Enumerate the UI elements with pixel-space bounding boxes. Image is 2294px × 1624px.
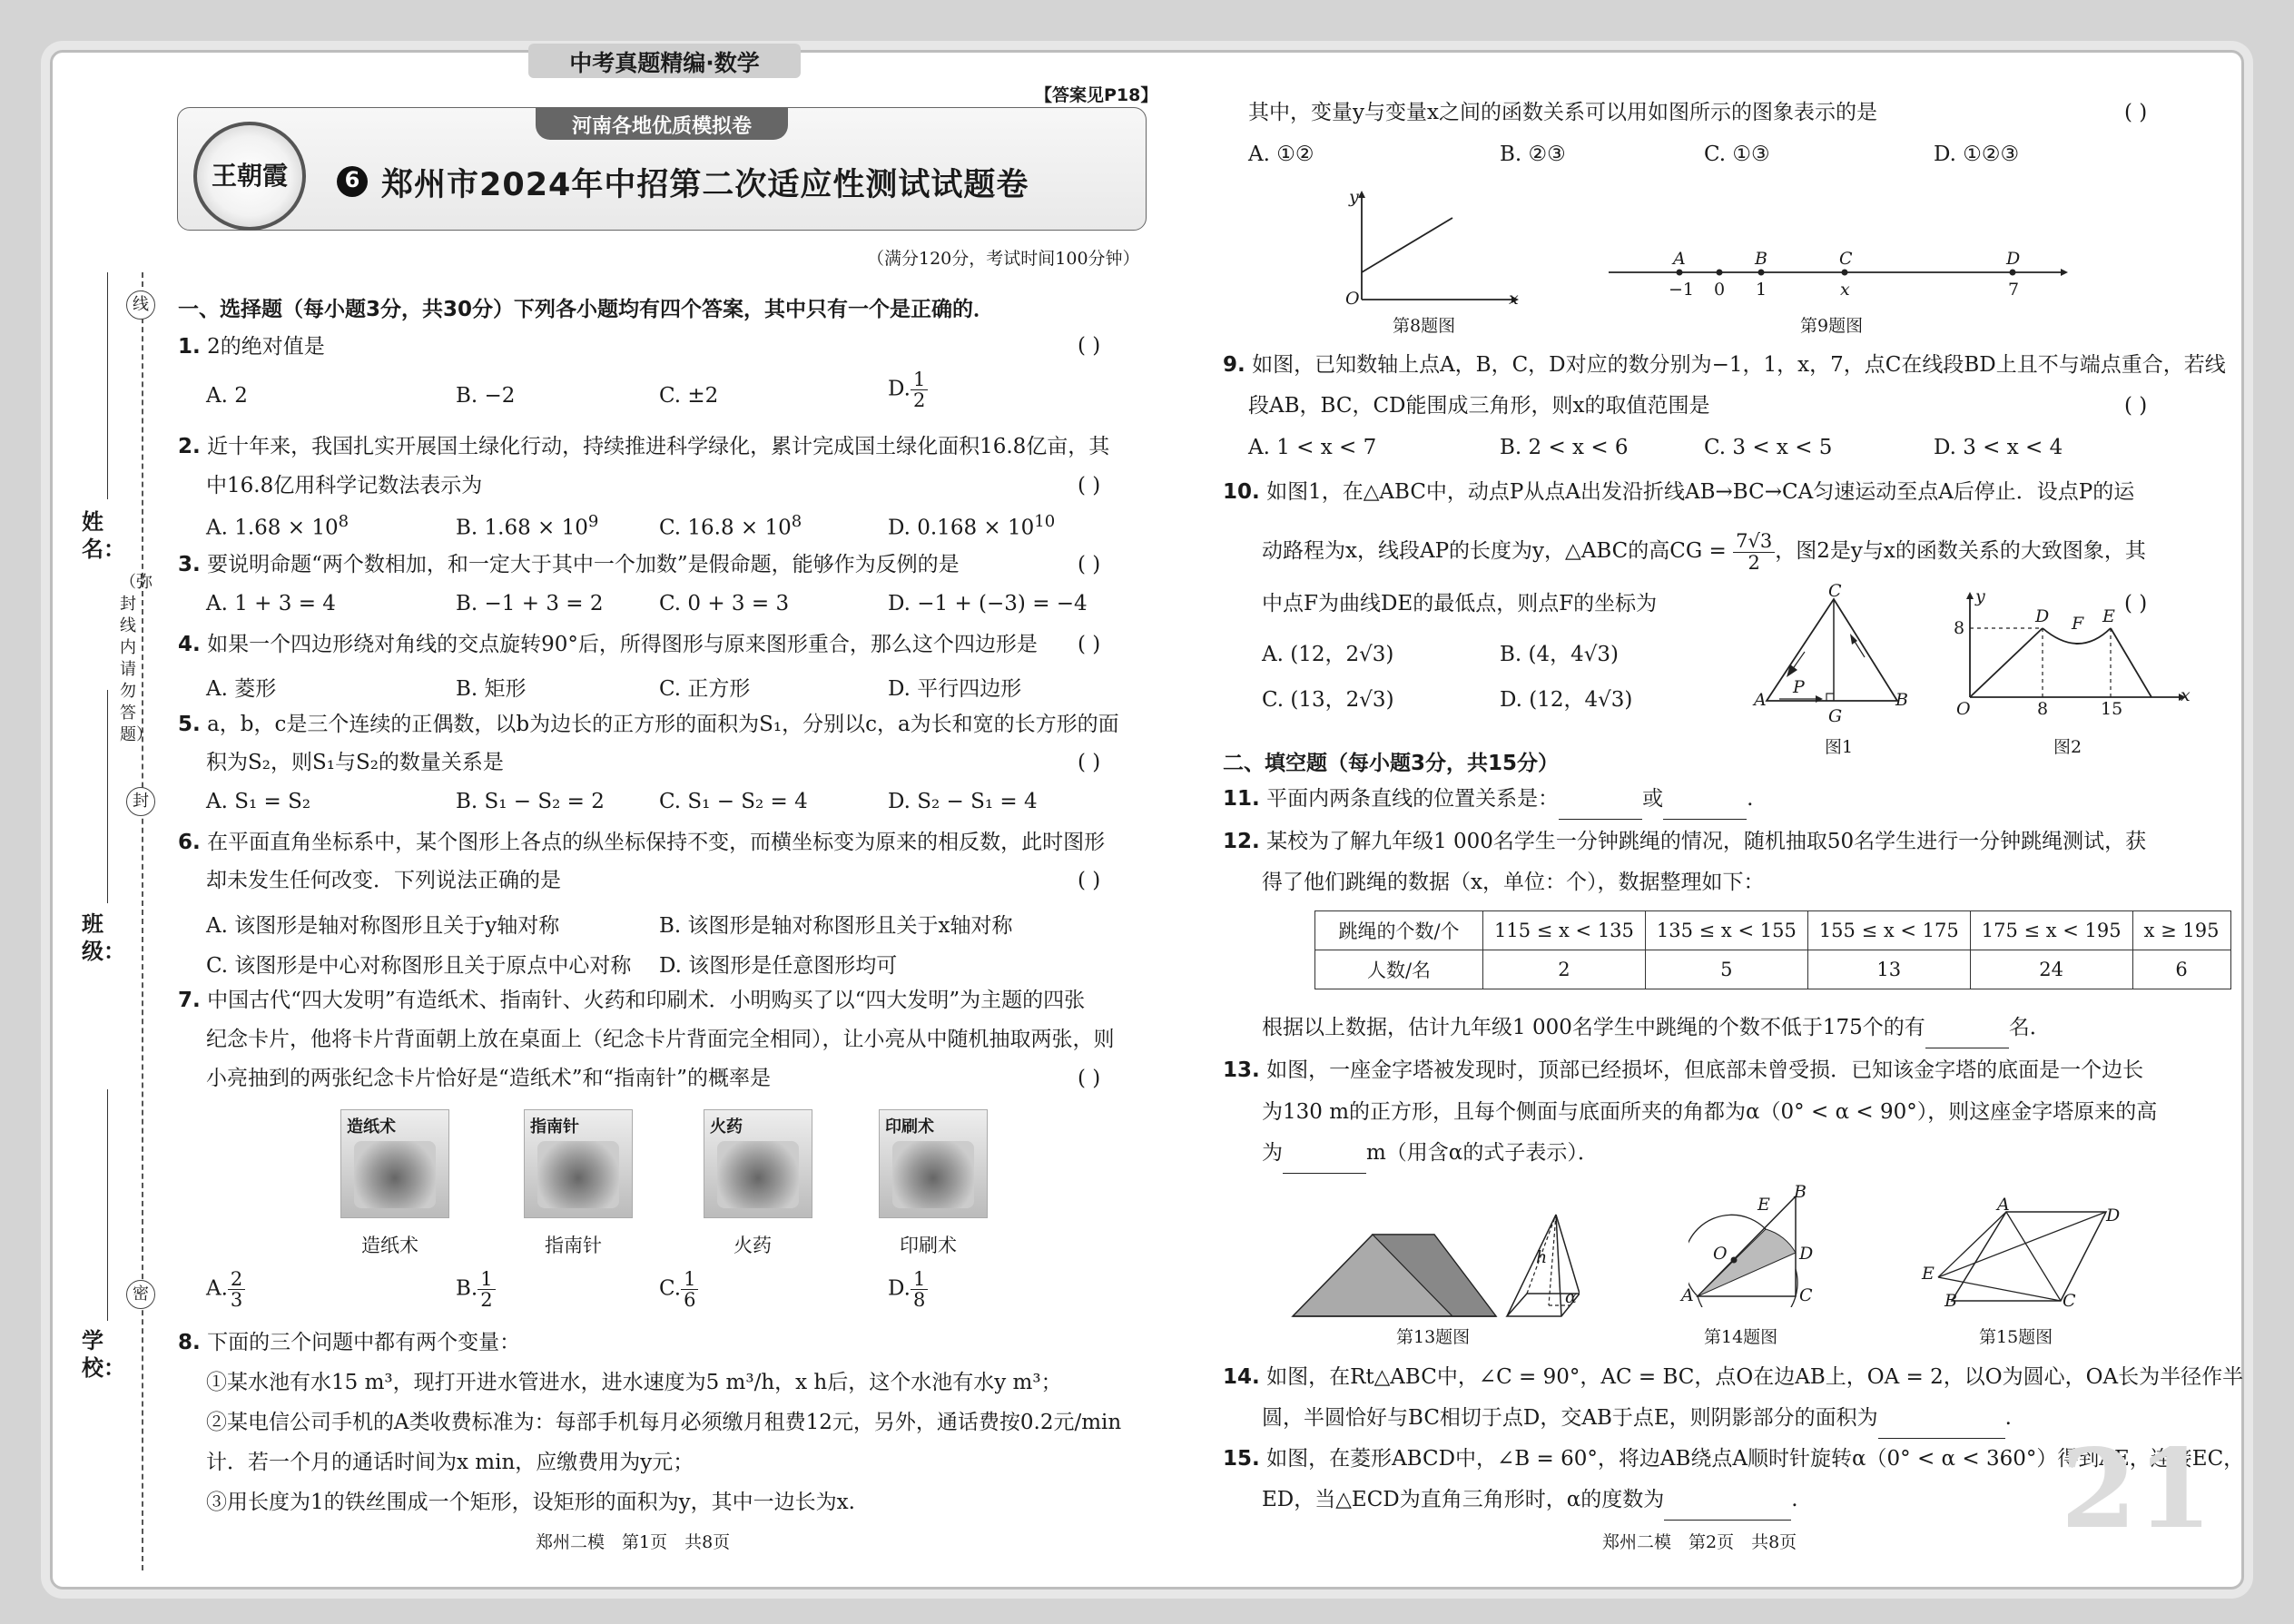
fig10-2-origin: O [1956, 699, 1971, 719]
fig9-tick-x: x [1840, 280, 1850, 300]
section1-title: 一、选择题（每小题3分，共30分）下列各小题均有四个答案，其中只有一个是正确的． [178, 298, 995, 321]
class-label: 班级： [82, 911, 125, 964]
paper-title: 郑州市2024年中招第二次适应性测试试题卷 [381, 167, 1029, 203]
fig10-2-tick-8x: 8 [2037, 699, 2049, 719]
q4-option-b[interactable]: B. 矩形 [456, 677, 527, 701]
q7-line2: 纪念卡片，他将卡片背面朝上放在桌面上（纪念卡片背面完全相同），让小亮从中随机抽取两张，则 [206, 1028, 1115, 1051]
q13-line2: 为130 m的正方形，且每个侧面与底面所夹的角都为α（0° < α < 90°），则这座金字塔原来的高 [1262, 1100, 2158, 1124]
table-cell: 24 [1970, 950, 2132, 989]
q5-option-c[interactable]: C. S₁ − S₂ = 4 [659, 790, 808, 813]
q2-option-a[interactable]: A. $1.68 \times 10^8$ [206, 512, 350, 540]
paper-number: 6 [344, 167, 360, 192]
footer-left: 郑州二模 第1页 共8页 [536, 1532, 731, 1552]
q8-option-d[interactable]: D. ①②③ [1934, 143, 2020, 166]
q6-text1: 在平面直角坐标系中，某个图形上各点的纵坐标保持不变，而横坐标变为原来的相反数，此时图形 [207, 831, 1106, 854]
card-papermaking-title: 造纸术 [347, 1117, 396, 1137]
q1-option-d[interactable] [888, 369, 928, 410]
q8-option-c[interactable]: C. ①③ [1704, 143, 1770, 166]
q11-blank-2[interactable] [1663, 779, 1747, 820]
gunpowder-image [717, 1141, 799, 1208]
q7-line1 [178, 980, 1085, 1020]
table-header-row [1315, 911, 2231, 950]
q15-number: 15. [1223, 1447, 1260, 1471]
fig9-caption: 第9题图 [1800, 316, 1864, 336]
score-time: （满分120分，考试时间100分钟） [867, 249, 1140, 269]
q8-text: 下面的三个问题中都有两个变量： [207, 1331, 521, 1354]
q14-line2: 圆，半圆恰好与BC相切于点D，交AB于点E，则阴影部分的面积为 . [1262, 1398, 2012, 1439]
fig13-label-h: h [1536, 1247, 1548, 1267]
fig10-caption-2: 图2 [2053, 737, 2082, 757]
q8-statement-2b: 计．若一个月的通话时间为x min，应缴费用为y元； [206, 1451, 694, 1474]
fig10-caption-1: 图1 [1825, 737, 1854, 757]
q6-option-b[interactable]: B. 该图形是轴对称图形且关于x轴对称 [659, 914, 1013, 938]
fig13-label-alpha: α [1565, 1287, 1577, 1307]
card-printing-title: 印刷术 [885, 1117, 934, 1137]
table-cell: 175 ≤ x < 195 [1970, 911, 2132, 950]
q7-answer-paren[interactable]: ( ) [1078, 1067, 1101, 1090]
name-label: 姓名： [82, 509, 125, 562]
q11-blank-1[interactable] [1559, 779, 1642, 820]
q6-option-d[interactable]: D. 该图形是任意图形均可 [659, 954, 898, 978]
q9-option-b[interactable]: B. 2 < x < 6 [1500, 436, 1629, 459]
q3-option-a[interactable]: A. 1 + 3 = 4 [206, 592, 336, 615]
table-cell: 5 [1645, 950, 1807, 989]
q10-option-c[interactable]: C. (13，2√3) [1262, 688, 1394, 712]
fig10-label-g: G [1828, 706, 1843, 726]
fig14-label-o: O [1713, 1244, 1728, 1264]
q12-line1: 12. 某校为了解九年级1 000名学生一分钟跳绳的情况，随机抽取50名学生进行一分钟跳绳测试，获 [1223, 830, 2147, 853]
q12-blank[interactable] [1925, 1008, 2009, 1048]
fig14-label-e: E [1757, 1195, 1770, 1215]
table-cell: 2 [1483, 950, 1646, 989]
q11-stem: 11. 平面内两条直线的位置关系是： 或 . [1223, 779, 1753, 820]
fig13-caption: 第13题图 [1396, 1327, 1471, 1347]
q8-stem [178, 1323, 520, 1363]
table-cell: 跳绳的个数/个 [1315, 911, 1483, 950]
q1-number: 1. [178, 335, 201, 359]
card-caption-4: 印刷术 [900, 1235, 957, 1256]
q15-line1: 15. 如图，在菱形ABCD中，∠B = 60°，将边AB绕点A顺时针旋转α（0° < α < 360°）得到AE，连接EC， [1223, 1447, 2245, 1471]
fig8-origin: O [1345, 289, 1360, 309]
fig15-label-a: A [1997, 1195, 2010, 1215]
q8-continuation: 其中，变量y与变量x之间的函数关系可以用如图所示的图象表示的是 [1248, 101, 1877, 124]
q11-number: 11. [1223, 787, 1260, 811]
q9-option-a[interactable]: A. 1 < x < 7 [1248, 436, 1377, 459]
q10-number: 10. [1223, 480, 1260, 504]
card-caption-3: 火药 [733, 1235, 772, 1256]
q10-option-b[interactable]: B. (4，4√3) [1500, 643, 1620, 666]
fig9-label-b: B [1755, 249, 1767, 269]
q1-option-b[interactable]: B. −2 [456, 384, 516, 408]
q5-option-b[interactable]: B. S₁ − S₂ = 2 [456, 790, 605, 813]
answer-ref: 【答案见P18】 [1035, 85, 1158, 105]
school-label: 学校： [82, 1328, 125, 1381]
fig10-label-a: A [1754, 690, 1767, 710]
table-cell: 115 ≤ x < 135 [1483, 911, 1646, 950]
q4-text: 如果一个四边形绕对角线的交点旋转90°后，所得图形与原来图形重合，那么这个四边形是 [207, 633, 1038, 656]
q3-text: 要说明命题“两个数相加，和一定大于其中一个加数”是假命题，能够作为反例的是 [207, 553, 960, 576]
fig10-2-axis-y: y [1975, 586, 1985, 606]
fig9-tick-0: 0 [1714, 280, 1726, 300]
q6-line2: 却未发生任何改变．下列说法正确的是 [206, 869, 561, 892]
school-field-line[interactable] [107, 1089, 108, 1321]
q5-number: 5. [178, 713, 201, 736]
q10-line1 [1223, 472, 2134, 512]
q2-line2: 中16.8亿用科学记数法表示为 [206, 474, 483, 497]
fig9-tick-7: 7 [2008, 280, 2020, 300]
q6-option-c[interactable]: C. 该图形是中心对称图形且关于原点中心对称 [206, 954, 632, 978]
fig15-label-d: D [2106, 1206, 2121, 1225]
q1-text: 2的绝对值是 [207, 335, 325, 359]
fig9-label-a: A [1673, 249, 1686, 269]
q6-number: 6. [178, 831, 201, 854]
q8-answer-paren[interactable]: ( ) [2124, 101, 2148, 124]
fig14-label-b: B [1794, 1182, 1807, 1202]
q12-line2: 得了他们跳绳的数据（x，单位：个），数据整理如下： [1262, 871, 1765, 894]
q2-answer-paren[interactable]: ( ) [1078, 474, 1101, 497]
q1-option-c[interactable]: C. ±2 [659, 384, 719, 408]
q1-stem [178, 327, 325, 367]
fig15-label-e: E [1922, 1264, 1935, 1284]
series-tab-label: 中考真题精编·数学 [569, 50, 760, 76]
q7-text1: 中国古代“四大发明”有造纸术、指南针、火药和印刷术．小明购买了以“四大发明”为主题的四张 [207, 989, 1086, 1012]
fig15-label-b: B [1944, 1291, 1957, 1311]
q4-option-c[interactable]: C. 正方形 [659, 677, 751, 701]
margin-note: （弥封线内请勿答题） [120, 573, 153, 744]
q2-option-c[interactable]: C. $16.8 \times 10^8$ [659, 512, 802, 540]
q15-line2: ED，当△ECD为直角三角形时，α的度数为 . [1262, 1480, 1798, 1521]
q3-option-d[interactable]: D. −1 + (−3) = −4 [888, 592, 1088, 615]
q13-blank[interactable] [1283, 1133, 1366, 1174]
fig10-label-b: B [1895, 690, 1908, 710]
q10-line3: 中点F为曲线DE的最低点，则点F的坐标为 [1262, 592, 1658, 615]
name-field-line[interactable] [107, 272, 108, 499]
q2-number: 2. [178, 435, 201, 458]
margin-feng: 封 [126, 787, 155, 816]
fig10-2-label-e: E [2102, 606, 2115, 626]
q5-option-a[interactable]: A. S₁ = S₂ [206, 790, 311, 813]
q8-option-a[interactable]: A. ①② [1248, 143, 1314, 166]
q3-option-c[interactable]: C. 0 + 3 = 3 [659, 592, 790, 615]
fig9-tick-neg1: −1 [1669, 280, 1695, 300]
q7-number: 7. [178, 989, 201, 1012]
q9-option-d[interactable]: D. 3 < x < 4 [1934, 436, 2063, 459]
q9-line2: 段AB，BC，CD能围成三角形，则x的取值范围是 [1248, 394, 1710, 418]
fig10-2-label-d: D [2035, 606, 2050, 626]
q6-answer-paren[interactable]: ( ) [1078, 869, 1101, 892]
fig10-label-c: C [1828, 581, 1842, 601]
fig10-2-tick-15: 15 [2101, 699, 2123, 719]
fig9-label-d: D [2006, 249, 2021, 269]
fig14-figure [1689, 1189, 1816, 1307]
fig8-graph [1339, 182, 1521, 318]
q2-text1: 近十年来，我国扎实开展国土绿化行动，持续推进科学绿化，累计完成国土绿化面积16.8亿亩，其 [207, 435, 1110, 458]
q12-number: 12. [1223, 830, 1260, 853]
q5-text1: a，b，c是三个连续的正偶数，以b为边长的正方形的面积为S₁，分别以c，a为长和宽的长方形的面 [207, 713, 1119, 736]
q12-line3: 根据以上数据，估计九年级1 000名学生中跳绳的个数不低于175个的有 名． [1262, 1008, 2051, 1048]
card-caption-2: 指南针 [545, 1235, 602, 1256]
q9-number: 9. [1223, 353, 1245, 377]
fig10-graph [1952, 590, 2188, 726]
q10-line2: 动路程为x，线段AP的长度为y，△ABC的高CG = $\frac{7√3}{2}$ ，图2是y与x的函数关系的大致图象，其 [1262, 530, 2146, 574]
q8-number: 8. [178, 1331, 201, 1354]
section2-title: 二、填空题（每小题3分，共15分） [1223, 752, 1560, 775]
logo-text: 王朝霞 [211, 161, 288, 191]
card-caption-1: 造纸术 [361, 1235, 418, 1256]
fig10-label-p: P [1793, 677, 1805, 697]
binding-line [142, 272, 143, 1570]
q14-blank[interactable] [1878, 1398, 2005, 1439]
footer-right: 郑州二模 第2页 共8页 [1602, 1532, 1797, 1552]
q10-cg-fraction: $\frac{7√3}{2}$ [1733, 531, 1775, 572]
fig14-caption: 第14题图 [1704, 1327, 1778, 1347]
margin-mi: 密 [126, 1280, 155, 1309]
q14-line1: 14. 如图，在Rt△ABC中，∠C = 90°，AC = BC，点O在边AB上，OA = 2，以O为圆心，OA长为半径作半 [1223, 1365, 2244, 1389]
fig10-2-label-f: F [2072, 614, 2084, 634]
q5-answer-paren[interactable]: ( ) [1078, 751, 1101, 774]
fig10-2-tick-8y: 8 [1954, 618, 1965, 638]
q7-line3: 小亮抽到的两张纪念卡片恰好是“造纸术”和“指南针”的概率是 [206, 1067, 772, 1090]
q6-option-a[interactable]: A. 该图形是轴对称图形且关于y轴对称 [206, 914, 560, 938]
class-field-line[interactable] [107, 690, 108, 903]
fig9-label-c: C [1839, 249, 1853, 269]
q7-option-b[interactable]: B. $\frac{1}{2}$ [456, 1269, 496, 1310]
fig15-caption: 第15题图 [1979, 1327, 2053, 1347]
fig14-label-c: C [1799, 1285, 1813, 1305]
q5-line1 [178, 704, 1119, 744]
card-compass-title: 指南针 [530, 1117, 579, 1137]
fig8-caption: 第8题图 [1393, 316, 1456, 336]
q5-option-d[interactable]: D. S₂ − S₁ = 4 [888, 790, 1038, 813]
q9-answer-paren[interactable]: ( ) [2124, 394, 2148, 418]
card-gunpowder-title: 火药 [710, 1117, 743, 1137]
q5-line2: 积为S₂，则S₁与S₂的数量关系是 [206, 751, 504, 774]
card-printing [879, 1109, 988, 1218]
table-cell: 155 ≤ x < 175 [1807, 911, 1970, 950]
papermaking-image [354, 1141, 436, 1208]
table-cell: x ≥ 195 [2132, 911, 2230, 950]
q14-number: 14. [1223, 1365, 1260, 1389]
fig8-axis-x: x [1509, 289, 1519, 309]
q4-answer-paren[interactable]: ( ) [1078, 633, 1101, 656]
q10-text1: 如图1，在△ABC中，动点P从点A出发沿折线AB→BC→CA匀速运动至点A后停止．设点P的运 [1266, 480, 2135, 504]
q9-option-c[interactable]: C. 3 < x < 5 [1704, 436, 1833, 459]
q3-number: 3. [178, 553, 201, 576]
compass-image [537, 1141, 619, 1208]
q12-data-table [1314, 910, 2231, 989]
q4-number: 4. [178, 633, 201, 656]
table-cell: 6 [2132, 950, 2230, 989]
q3-stem [178, 545, 960, 585]
q7-option-d[interactable]: D. $\frac{1}{8}$ [888, 1269, 928, 1310]
q10-option-a[interactable]: A. (12，2√3) [1262, 643, 1394, 666]
q2-option-d[interactable]: D. $0.168 \times 10^{10}$ [888, 512, 1056, 540]
q13-line3: 为 m（用含α的式子表示）． [1262, 1133, 1599, 1174]
q3-answer-paren[interactable]: ( ) [1078, 553, 1101, 576]
fig15-label-c: C [2063, 1291, 2076, 1311]
q8-statement-1: ①某水池有水15 m³，现打开进水管进水，进水速度为5 m³/h，x h后，这个水池有水y m³； [206, 1371, 1062, 1394]
q8-statement-3: ③用长度为1的铁丝围成一个矩形，设矩形的面积为y，其中一边长为x. [206, 1491, 855, 1514]
q7-option-a[interactable]: A. $\frac{2}{3}$ [206, 1269, 245, 1310]
q4-option-d[interactable]: D. 平行四边形 [888, 677, 1022, 701]
banner-label: 河南各地优质模拟卷 [571, 115, 752, 138]
q3-option-b[interactable]: B. −1 + 3 = 2 [456, 592, 604, 615]
q2-line1 [178, 427, 1109, 467]
fig8-axis-y: y [1349, 187, 1359, 207]
printing-image [892, 1141, 974, 1208]
q8-statement-2: ②某电信公司手机的A类收费标准为：每部手机每月必须缴月租费12元，另外，通话费按0.2元/min [206, 1411, 1122, 1434]
q1-option-a[interactable]: A. 2 [206, 384, 248, 408]
table-cell: 135 ≤ x < 155 [1645, 911, 1807, 950]
q15-blank[interactable] [1664, 1480, 1791, 1521]
q8-option-b[interactable]: B. ②③ [1500, 143, 1566, 166]
margin-xian: 线 [126, 290, 155, 320]
q7-option-c[interactable]: C. $\frac{1}{6}$ [659, 1269, 698, 1310]
q1-d-fraction: $\frac{1}{2}$ [911, 369, 928, 410]
card-gunpowder [704, 1109, 812, 1218]
q2-option-b[interactable]: B. $1.68 \times 10^9$ [456, 512, 599, 540]
fig14-label-d: D [1799, 1244, 1814, 1264]
q1-d-prefix: D. [888, 377, 911, 401]
q4-stem [178, 625, 1038, 664]
q1-answer-paren[interactable]: ( ) [1078, 334, 1101, 358]
page-number-watermark: 21 [2061, 1425, 2212, 1553]
q13-number: 13. [1223, 1058, 1260, 1082]
table-cell: 人数/名 [1315, 950, 1483, 989]
card-papermaking [340, 1109, 449, 1218]
q4-option-a[interactable]: A. 菱形 [206, 677, 277, 701]
table-cell: 13 [1807, 950, 1970, 989]
q13-line1: 13. 如图，一座金字塔被发现时，顶部已经损坏，但底部未曾受损．已知该金字塔的底面是一个边长 [1223, 1058, 2144, 1082]
fig10-2-axis-x: x [2181, 685, 2191, 705]
table-row [1315, 950, 2231, 989]
q6-line1 [178, 822, 1105, 862]
card-compass [524, 1109, 633, 1218]
q10-option-d[interactable]: D. (12，4√3) [1500, 688, 1633, 712]
fig9-tick-1: 1 [1756, 280, 1767, 300]
q9-line1 [1223, 345, 2226, 385]
q9-text1: 如图，已知数轴上点A，B，C，D对应的数分别为−1，1，x，7，点C在线段BD上且不与端点重合，若线 [1252, 353, 2226, 377]
fig14-label-a: A [1681, 1285, 1694, 1305]
q10-answer-paren[interactable]: ( ) [2124, 592, 2148, 615]
